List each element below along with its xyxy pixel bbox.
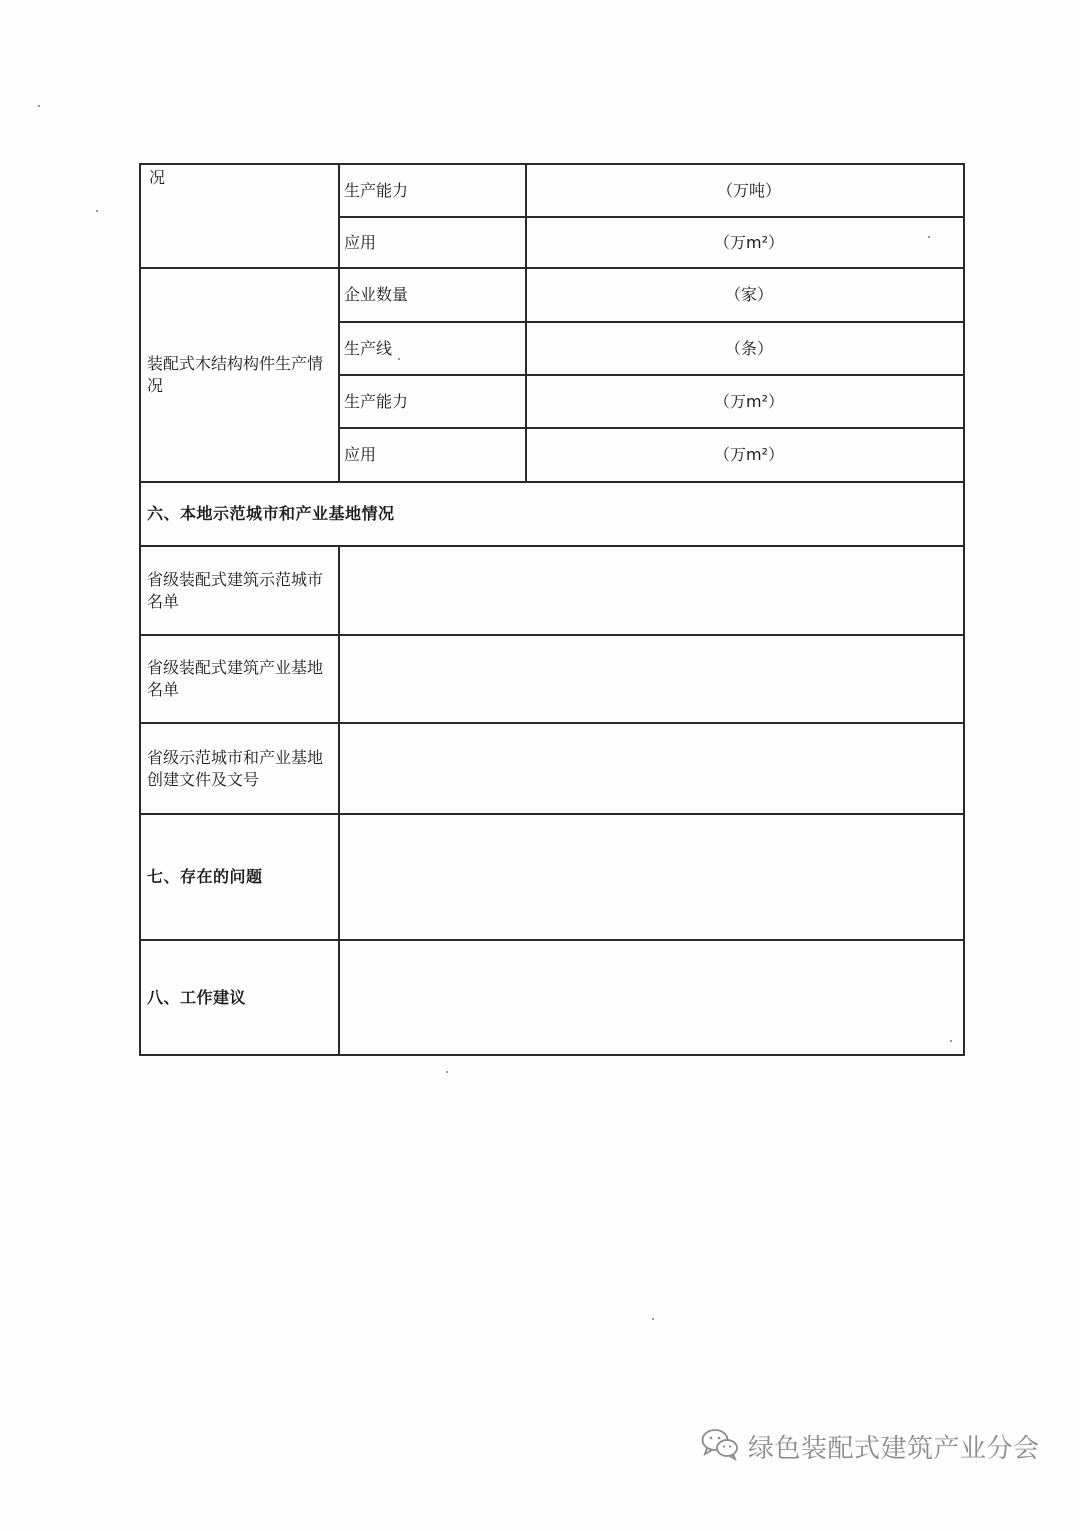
scan-speck [446, 1071, 448, 1073]
scan-speck [398, 358, 400, 360]
scan-speck [652, 1318, 654, 1320]
table-row [140, 814, 964, 940]
existing-problems-label: 七、存在的问题 [140, 814, 339, 940]
table-row [140, 546, 964, 635]
demo-city-list-label: 省级装配式建筑示范城市名单 [140, 546, 339, 635]
scan-speck [928, 236, 930, 238]
table-row [140, 164, 964, 217]
industry-base-list-field[interactable] [339, 635, 964, 723]
demo-city-list-field[interactable] [339, 546, 964, 635]
table-row [140, 268, 964, 322]
scan-speck [96, 210, 98, 212]
scan-speck [38, 105, 40, 107]
creation-documents-label: 省级示范城市和产业基地创建文件及文号 [140, 723, 339, 814]
work-suggestions-label: 八、工作建议 [140, 940, 339, 1055]
category-cell-wood: 装配式木结构构件生产情况 [140, 268, 339, 482]
table-row [140, 635, 964, 723]
item-cell: 企业数量 [339, 268, 526, 322]
category-cell-continued: 况 [140, 164, 339, 268]
scan-speck [950, 1040, 952, 1042]
wechat-icon [700, 1427, 740, 1465]
unit-cell[interactable]: （万m²） [526, 217, 964, 268]
item-cell: 生产线 [339, 322, 526, 375]
creation-documents-field[interactable] [339, 723, 964, 814]
industry-base-list-label: 省级装配式建筑产业基地名单 [140, 635, 339, 723]
item-cell: 应用 [339, 428, 526, 482]
item-cell: 生产能力 [339, 164, 526, 217]
existing-problems-field[interactable] [339, 814, 964, 940]
unit-cell[interactable]: （家） [526, 268, 964, 322]
unit-cell[interactable]: （万吨） [526, 164, 964, 217]
section-6-title: 六、本地示范城市和产业基地情况 [140, 482, 964, 546]
section-header-row [140, 482, 964, 546]
item-cell: 应用 [339, 217, 526, 268]
watermark-text: 绿色装配式建筑产业分会 [748, 1433, 1040, 1464]
table-row [140, 940, 964, 1055]
unit-cell[interactable]: （条） [526, 322, 964, 375]
unit-cell[interactable]: （万m²） [526, 375, 964, 428]
table-row [140, 723, 964, 814]
work-suggestions-field[interactable] [339, 940, 964, 1055]
watermark [700, 1424, 1040, 1468]
item-cell: 生产能力 [339, 375, 526, 428]
unit-cell[interactable]: （万m²） [526, 428, 964, 482]
statistics-form-table [139, 163, 965, 1056]
